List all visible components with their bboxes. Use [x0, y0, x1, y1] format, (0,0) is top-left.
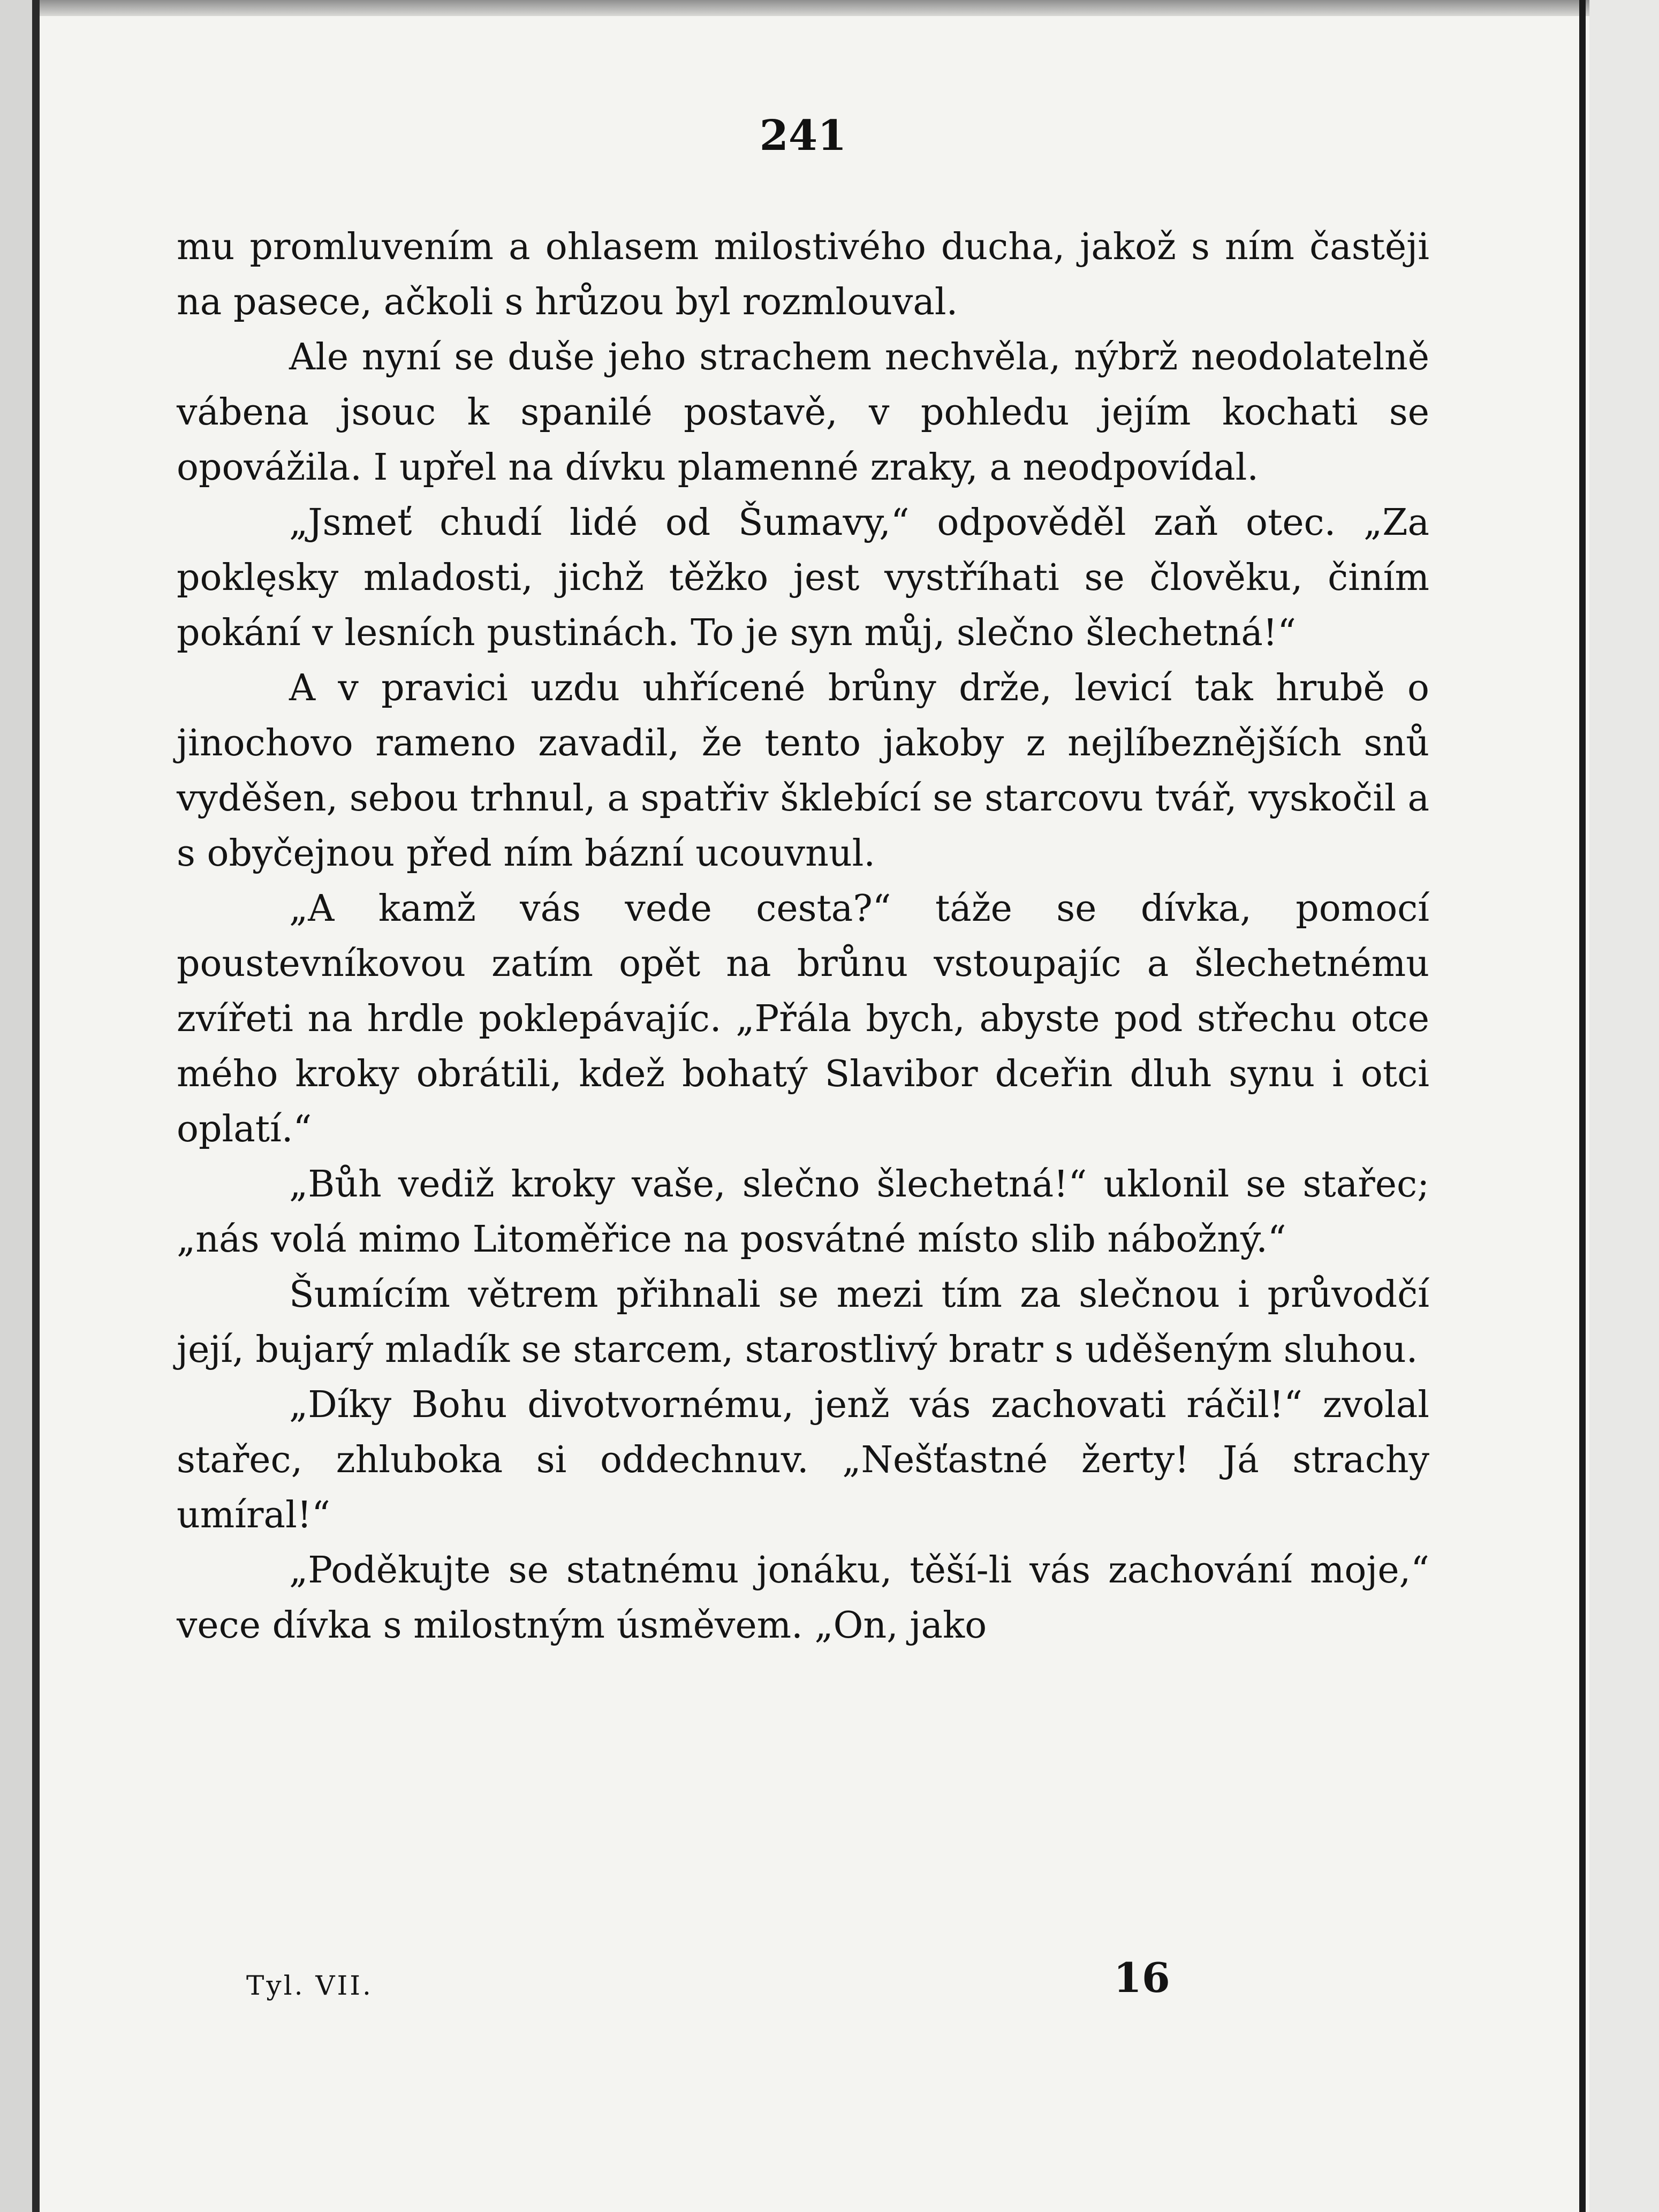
body-text: [177, 219, 1429, 1965]
paragraph: „A kamž vás vede cesta?“ táže se dívka, pomocí poustevníkovou zatím opět na brůnu vstoupajíc a šlechetnému zvířeti na hrdle poklepávajíc. „Přála bych, abyste pod střechu otce mého kroky obrátili, kdež bohatý Slavibor dceřin dluh synu i otci oplatí.“: [177, 888, 1429, 1150]
binding-shadow: [32, 0, 40, 2212]
page-binding-edge: [0, 0, 33, 2212]
page-right-edge: [1579, 0, 1586, 2212]
paragraph: „Jsmeť chudí lidé od Šumavy,“ odpověděl zaň otec. „Za poklęsky mladosti, jichž těžko jest vystříhati se člověku, činím pokání v lesních pustinách. To je syn můj, slečno šlechetná!“: [177, 502, 1429, 654]
printer-signature: Tyl. VII.: [246, 1970, 373, 2001]
paragraph: Ale nyní se duše jeho strachem nechvěla, nýbrž neodolatelně vábena jsouc k spanilé postavě, v pohledu jejím kochati se opovážila. I upřel na dívku plamenné zraky, a neodpovídal.: [177, 336, 1429, 489]
paragraph: „Bůh vediž kroky vaše, slečno šlechetná!“ uklonil se stařec; „nás volá mimo Litoměřice na posvátné místo slib nábožný.“: [177, 1163, 1429, 1261]
paragraph: A v pravici uzdu uhřícené brůny drže, levicí tak hrubě o jinochovo rameno zavadil, že tento jakoby z nejlíbeznějších snů vyděšen, sebou trhnul, a spatřiv šklebící se starcovu tvář, vyskočil a s obyčejnou před ním bázní ucouvnul.: [177, 667, 1429, 875]
page-footer: [246, 1954, 1210, 2018]
paragraph: mu promluvením a ohlasem milostivého ducha, jakož s ním častěji na pasece, ačkoli s hrůzou byl rozmlouval.: [177, 226, 1429, 323]
paragraph: „Poděkujte se statnému jonáku, těší-li vás zachování moje,“ vece dívka s milostným úsměvem. „On, jako: [177, 1549, 1429, 1647]
paragraph: Šumícím větrem přihnali se mezi tím za slečnou i průvodčí její, bujarý mladík se starcem, starostlivý bratr s uděšeným sluhou.: [177, 1274, 1429, 1371]
sheet-number: 16: [1113, 1954, 1170, 2002]
page-number: 241: [759, 111, 847, 160]
paragraph: „Díky Bohu divotvornému, jenž vás zachovati ráčil!“ zvolal stařec, zhluboka si oddechnuv. „Nešťastné žerty! Já strachy umíral!“: [177, 1384, 1429, 1536]
page-right-margin: [1589, 0, 1659, 2212]
page-top-edge: [0, 0, 1659, 16]
